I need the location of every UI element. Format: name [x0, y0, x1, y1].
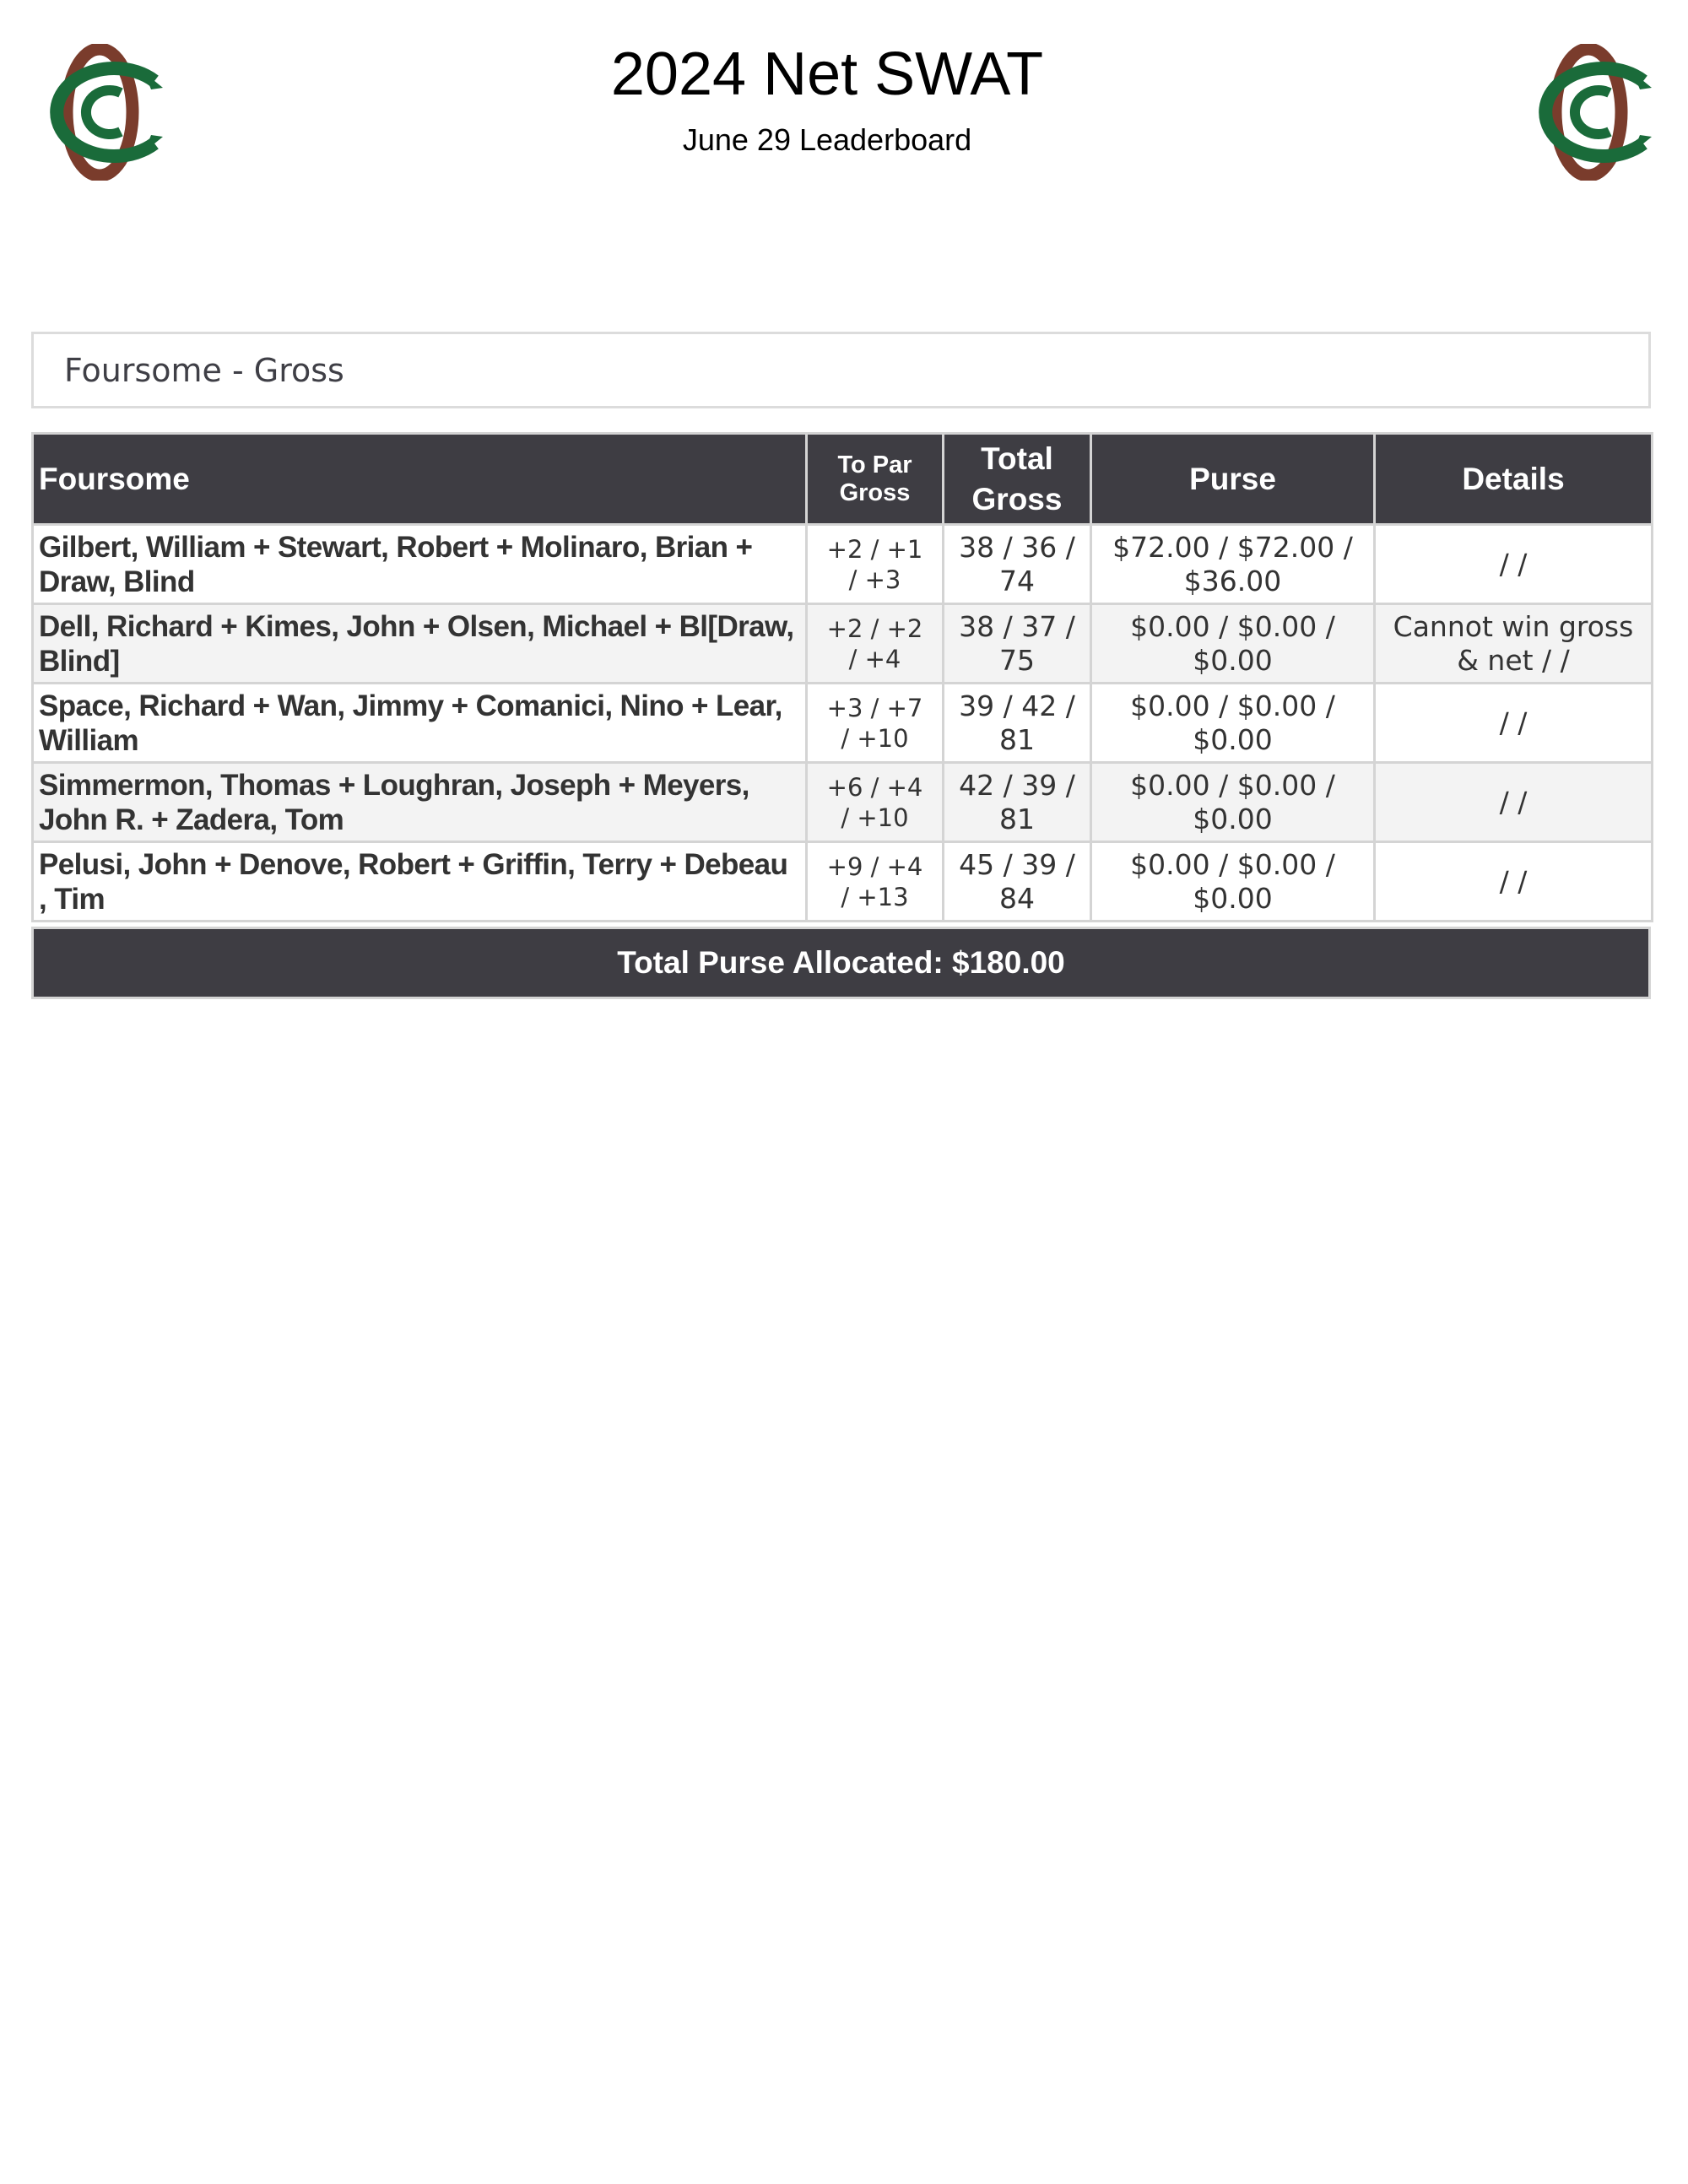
- total-gross-value: 42 / 39 / 81: [959, 768, 1075, 835]
- table-row: [33, 604, 1653, 684]
- table-row: [33, 525, 1653, 604]
- to-par-value: +2 / +2 / +4: [826, 614, 923, 673]
- total-gross-value: 38 / 36 / 74: [959, 530, 1075, 597]
- to-par-cell: [807, 842, 944, 922]
- purse-value: $0.00 / $0.00 / $0.00: [1130, 768, 1335, 835]
- foursome-cell: Gilbert, William + Stewart, Robert + Molinaro, Brian + Draw, Blind: [33, 525, 807, 604]
- to-par-value: +2 / +1 / +3: [826, 534, 923, 594]
- table-row: [33, 763, 1653, 842]
- total-purse-bar: Total Purse Allocated: $180.00: [31, 927, 1651, 999]
- to-par-value: +9 / +4 / +13: [826, 851, 923, 911]
- page-subtitle: June 29 Leaderboard: [682, 122, 972, 157]
- purse-value: $0.00 / $0.00 / $0.00: [1130, 609, 1335, 677]
- foursome-cell: Space, Richard + Wan, Jimmy + Comanici, Nino + Lear, William: [33, 684, 807, 763]
- total-gross-cell: [944, 604, 1091, 684]
- purse-cell: [1091, 842, 1375, 922]
- purse-cell: $72.00 / $72.00 / $36.00: [1091, 525, 1375, 604]
- purse-cell: [1091, 604, 1375, 684]
- purse-value: $0.00 / $0.00 / $0.00: [1130, 847, 1335, 915]
- foursome-cell: Dell, Richard + Kimes, John + Olsen, Michael + Bl[Draw, Blind]: [33, 604, 807, 684]
- total-gross-cell: [944, 763, 1091, 842]
- total-gross-label: Total Gross: [971, 441, 1063, 516]
- section-title: Foursome - Gross: [64, 352, 344, 389]
- total-gross-value: 39 / 42 / 81: [959, 689, 1075, 756]
- to-par-value: +3 / +7 / +10: [826, 693, 923, 753]
- details-cell: / /: [1375, 763, 1653, 842]
- purse-cell: [1091, 763, 1375, 842]
- to-par-cell: [807, 684, 944, 763]
- column-header-to-par-gross: [807, 434, 944, 525]
- table-header-row: [33, 434, 1653, 525]
- to-par-cell: [807, 604, 944, 684]
- column-header-purse: Purse: [1091, 434, 1375, 525]
- details-cell: / /: [1375, 525, 1653, 604]
- column-header-foursome: Foursome: [33, 434, 807, 525]
- details-cell: / /: [1375, 842, 1653, 922]
- to-par-cell: [807, 525, 944, 604]
- column-header-total-gross: [944, 434, 1091, 525]
- table-row: [33, 842, 1653, 922]
- total-gross-cell: [944, 525, 1091, 604]
- to-par-cell: [807, 763, 944, 842]
- leaderboard-table: [31, 432, 1653, 922]
- total-gross-value: 45 / 39 / 84: [959, 847, 1075, 915]
- page-title: 2024 Net SWAT: [610, 41, 1044, 108]
- to-par-gross-label: To Par Gross: [837, 451, 912, 506]
- total-gross-value: 38 / 37 / 75: [959, 609, 1075, 677]
- column-header-details: Details: [1375, 434, 1653, 525]
- section-header: [31, 332, 1651, 408]
- foursome-cell: Pelusi, John + Denove, Robert + Griffin, Terry + Debeau , Tim: [33, 842, 807, 922]
- to-par-value: +6 / +4 / +10: [826, 772, 923, 832]
- details-cell: Cannot win gross & net / /: [1375, 604, 1653, 684]
- total-gross-cell: [944, 842, 1091, 922]
- purse-cell: [1091, 684, 1375, 763]
- total-gross-cell: [944, 684, 1091, 763]
- foursome-cell: Simmermon, Thomas + Loughran, Joseph + Meyers, John R. + Zadera, Tom: [33, 763, 807, 842]
- details-cell: / /: [1375, 684, 1653, 763]
- purse-value: $0.00 / $0.00 / $0.00: [1130, 689, 1335, 756]
- table-row: [33, 684, 1653, 763]
